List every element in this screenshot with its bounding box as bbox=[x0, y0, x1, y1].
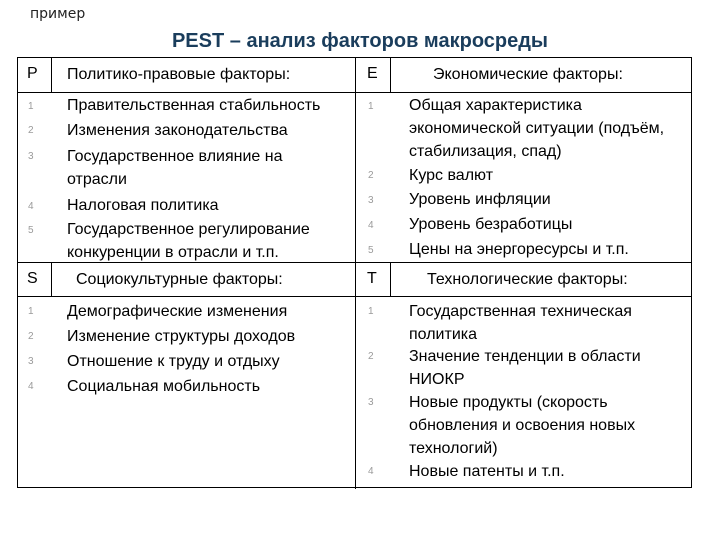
divider-p-letter bbox=[51, 58, 52, 92]
e-num-2: 2 bbox=[368, 170, 374, 181]
e-num-1: 1 bbox=[368, 101, 374, 112]
divider-s-head bbox=[18, 296, 691, 297]
t-item-4: Новые патенты и т.п. bbox=[409, 463, 565, 480]
divider-t-letter bbox=[390, 262, 391, 296]
s-num-2: 2 bbox=[28, 331, 34, 342]
divider-s-letter bbox=[51, 262, 52, 296]
e-heading: Экономические факторы: bbox=[433, 66, 623, 83]
p-num-1: 1 bbox=[28, 101, 34, 112]
s-item-3: Отношение к труду и отдыху bbox=[67, 353, 280, 370]
e-item-3: Уровень инфляции bbox=[409, 191, 551, 208]
s-num-3: 3 bbox=[28, 356, 34, 367]
s-item-2: Изменение структуры доходов bbox=[67, 328, 296, 345]
t-num-1: 1 bbox=[368, 306, 374, 317]
p-num-5: 5 bbox=[28, 225, 34, 236]
p-item-5: Государственное регулирование конкуренции в отрасли и т.п. bbox=[67, 221, 310, 261]
p-item-3: Государственное влияние на отрасли bbox=[67, 148, 283, 188]
slide-title: PEST – анализ факторов макросреды bbox=[171, 30, 549, 52]
divider-e-letter bbox=[390, 58, 391, 92]
p-item-2: Изменения законодательства bbox=[67, 122, 288, 139]
pest-table bbox=[17, 57, 692, 488]
s-heading: Социокультурные факторы: bbox=[76, 271, 283, 288]
p-item-4: Налоговая политика bbox=[67, 197, 219, 214]
e-num-5: 5 bbox=[368, 245, 374, 256]
e-item-2: Курс валют bbox=[409, 167, 494, 184]
t-item-1: Государственная техническая политика bbox=[409, 303, 632, 343]
e-item-1: Общая характеристика экономической ситуации (подъём, стабилизация, спад) bbox=[409, 97, 665, 160]
t-num-2: 2 bbox=[368, 351, 374, 362]
s-item-4: Социальная мобильность bbox=[67, 378, 261, 395]
t-letter: T bbox=[367, 270, 377, 287]
e-num-4: 4 bbox=[368, 220, 374, 231]
e-num-3: 3 bbox=[368, 195, 374, 206]
t-num-4: 4 bbox=[368, 466, 374, 477]
t-item-2: Значение тенденции в области НИОКР bbox=[409, 348, 641, 388]
p-item-1: Правительственная стабильность bbox=[67, 97, 321, 114]
t-heading: Технологические факторы: bbox=[427, 271, 628, 288]
s-num-4: 4 bbox=[28, 381, 34, 392]
p-num-3: 3 bbox=[28, 151, 34, 162]
p-heading: Политико-правовые факторы: bbox=[67, 66, 291, 83]
s-num-1: 1 bbox=[28, 306, 34, 317]
divider-p-head bbox=[18, 92, 691, 93]
e-item-4: Уровень безработицы bbox=[409, 216, 573, 233]
p-num-2: 2 bbox=[28, 125, 34, 136]
slide-caption: пример bbox=[30, 6, 86, 22]
e-item-5: Цены на энергоресурсы и т.п. bbox=[409, 241, 629, 258]
e-letter: E bbox=[367, 65, 378, 82]
s-letter: S bbox=[27, 270, 38, 287]
s-item-1: Демографические изменения bbox=[67, 303, 288, 320]
p-num-4: 4 bbox=[28, 201, 34, 212]
t-num-3: 3 bbox=[368, 397, 374, 408]
p-letter: P bbox=[27, 65, 38, 82]
t-item-3: Новые продукты (скорость обновления и освоения новых технологий) bbox=[409, 394, 636, 457]
